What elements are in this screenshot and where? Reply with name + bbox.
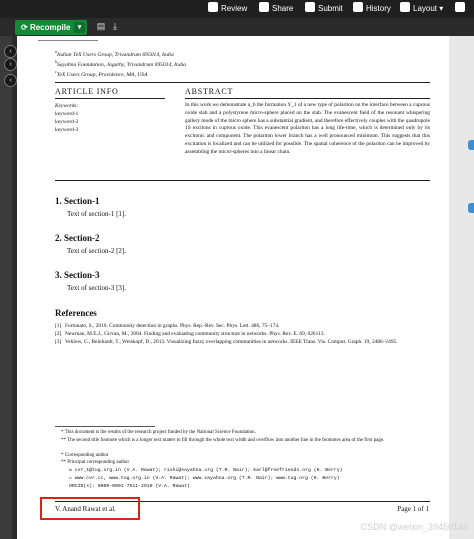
section-2-text: Text of section-2 [2]. bbox=[67, 247, 126, 255]
section-2-title: 2. Section-2 bbox=[55, 233, 100, 243]
title-remnant bbox=[38, 40, 98, 41]
history-button[interactable] bbox=[353, 2, 391, 16]
footnote-4: ** Principal corresponding author bbox=[61, 460, 130, 465]
expand-right-icon[interactable]: › bbox=[4, 58, 17, 71]
abstract-heading: ABSTRACT bbox=[185, 87, 234, 96]
link-icon: ⌂ bbox=[69, 476, 75, 481]
top-menu-bar bbox=[0, 0, 474, 18]
submit-label: Submit bbox=[318, 4, 343, 13]
layout-icon bbox=[400, 2, 410, 12]
affiliation-3: $^c$TeX Users Group, Providence, MA, USA bbox=[55, 69, 148, 78]
email-icon: ✉ bbox=[69, 468, 75, 473]
history-icon bbox=[353, 2, 363, 12]
footnote-emails: ✉ cvr_1@tug.org.in (V.A. Rawat); rishi@sayahna.org (T.R. Nair); karl@freefriends.org (K. Berry) bbox=[69, 468, 343, 473]
collapse-left-icon[interactable]: ‹ bbox=[4, 45, 17, 58]
keyword-3: keyword-3 bbox=[55, 127, 79, 133]
header-rule bbox=[55, 82, 430, 83]
pdf-viewer-margin bbox=[449, 36, 474, 539]
footer-author: V. Anand Rawat et al. bbox=[55, 505, 116, 513]
footer-page-number: Page 1 of 1 bbox=[397, 505, 429, 513]
keyword-2: keyword-2 bbox=[55, 119, 79, 125]
abstract-rule bbox=[185, 98, 430, 99]
abstract-bottom-rule bbox=[55, 180, 430, 181]
watermark-text: CSDN @weixin_39450145 bbox=[360, 522, 468, 532]
abstract-text: In this work we demonstrate a_b the formation Y_1 of a new type of polariton on the interface between a cuprous oxide slab and a polystyrene micro-sphere placed on the slab. The evanescent field of the resonant whispering gallery mode of the micro sphere has a substantial gradient, and therefore effectively couples with the quadrupole 1S excitons in cuprous oxide. This evanescent polariton has a long life-time, which is determined only by its excitonic and component. The polariton lower branch has a well pronounced minimum. This suggests that this excitation is localized and can be utilized for possible. The spatial coherence of the polariton can be improved by assembling the micro-spheres into a linear chain. bbox=[185, 102, 430, 155]
recompile-button[interactable] bbox=[15, 20, 87, 35]
affiliation-1: $^a$Indian TeX Users Group, Trivandrum 695014, India bbox=[55, 49, 174, 58]
footnote-2: ** The second title footnote which is a longer text matter to fill through the whole text width and overflow into another line in the footnotes area of the first page. bbox=[61, 438, 385, 443]
layout-button[interactable]: Layout ▾ bbox=[400, 2, 443, 16]
footnote-orcid: ORCID(s): 0000-0001-7511-2910 (V.A. Rawat) bbox=[69, 484, 190, 489]
layout-label: Layout bbox=[413, 4, 438, 13]
logs-icon[interactable]: ▤ bbox=[96, 21, 106, 31]
right-scroll-marker[interactable] bbox=[468, 203, 474, 213]
section-1-title: 1. Section-1 bbox=[55, 196, 100, 206]
section-1-text: Text of section-1 [1]. bbox=[67, 210, 126, 218]
section-3-title: 3. Section-3 bbox=[55, 270, 100, 280]
article-info-rule bbox=[55, 98, 165, 99]
submit-button[interactable] bbox=[305, 2, 343, 16]
footnote-rule bbox=[55, 426, 155, 427]
share-label: Share bbox=[272, 4, 294, 13]
section-3-text: Text of section-3 [3]. bbox=[67, 284, 126, 292]
highlight-box bbox=[40, 497, 140, 520]
keywords-label: Keywords: bbox=[55, 103, 79, 109]
submit-icon bbox=[305, 2, 315, 12]
pdf-page: $^a$Indian TeX Users Group, Trivandrum 695014, India $^b$Sayahna Foundation, Jagathy, Trivandrum 695014, India $^c$TeX Users Group, Providence, MA, USA ARTICLE INFO ABSTRACT Keywords: keyword-1 keyword-2 keyword-3 In this work we demonstrate a_b the formation Y_1 of a new type of polariton on the interface between a cuprous oxide slab and a polystyrene micro-sphere placed on the slab. The evanescent field of the resonant whispering gallery mode of the micro sphere has a substantial gradient, and therefore effectively couples with the quadrupole 1S excitons in cuprous oxide. This evanescent polariton has a long life-time, which is determined only by its excitonic and component. The polariton lower branch has a well pronounced minimum. This suggests that this excitation is localized and can be utilized for possible. The spatial coherence of the polariton can be improved by assembling the micro-spheres into a linear chain. 1. Section-1 Text of section-1 [1]. 2. Section-2 Text of section-2 [2]. 3. Section-3 Text of section-3 [3]. References [1] Fortunato, S., 2010. Community detection in graphs. Phys. Rep.-Rev. Sec. Phys. Lett. 486, 75–174. [2] Newman, M.E.J., Girvan, M., 2004. Finding and evaluating community structure in networks. Phys. Rev. E. 69, 026113. [3] Vehlow, C., Reinhardt, T., Weiskopf, D., 2013. Visualizing fuzzy overlapping communities in networks. IEEE Trans. Vis. Comput. Graph. 19, 2486–2495. * This document is the results of the research project funded by the National Science Foundation. ** The second title footnote which is a longer text matter to fill through the whole text width and overflow into another line in the footnotes area of the first page. * Corresponding author ** Principal corresponding author ✉ cvr_1@tug.org.in (V.A. Rawat); rishi@sayahna.org (T.R. Nair); karl@freefriends.org (K. Berry) ⌂ www.cvr.cc, www.tug.org.in (V.A. Rawat); www.sayahna.org (T.R. Nair); www.tug.org (K. Berry) ORCID(s): 0000-0001-7511-2910 (V.A. Rawat) V. Anand Rawat et al. Page 1 of 1 bbox=[17, 36, 449, 539]
keyword-1: keyword-1 bbox=[55, 111, 79, 117]
article-info-heading: ARTICLE INFO bbox=[55, 87, 119, 96]
recompile-options-icon[interactable]: ▾ bbox=[74, 22, 85, 33]
footnote-1: * This document is the results of the research project funded by the National Science Foundation. bbox=[61, 430, 256, 435]
chat-button[interactable] bbox=[455, 2, 468, 16]
history-label: History bbox=[366, 4, 391, 13]
review-button[interactable] bbox=[208, 2, 247, 16]
right-scroll-marker[interactable] bbox=[468, 140, 474, 150]
affiliation-2: $^b$Sayahna Foundation, Jagathy, Trivandrum 695014, India bbox=[55, 59, 186, 68]
recompile-icon: ⟳ bbox=[21, 23, 30, 32]
editor-edge bbox=[0, 36, 12, 539]
review-label: Review bbox=[221, 4, 248, 13]
footnote-3: * Corresponding author bbox=[61, 453, 109, 458]
footnote-urls: ⌂ www.cvr.cc, www.tug.org.in (V.A. Rawat); www.sayahna.org (T.R. Nair); www.tug.org (K. Berry) bbox=[69, 476, 340, 481]
sync-left-icon[interactable]: ‹ bbox=[4, 74, 17, 87]
review-icon bbox=[208, 2, 218, 12]
share-icon bbox=[259, 2, 269, 12]
share-button[interactable] bbox=[259, 2, 293, 16]
download-icon[interactable]: ⤓ bbox=[113, 21, 117, 31]
references-heading: References bbox=[55, 308, 97, 318]
chat-icon bbox=[455, 2, 465, 12]
recompile-label: Recompile bbox=[29, 23, 71, 32]
